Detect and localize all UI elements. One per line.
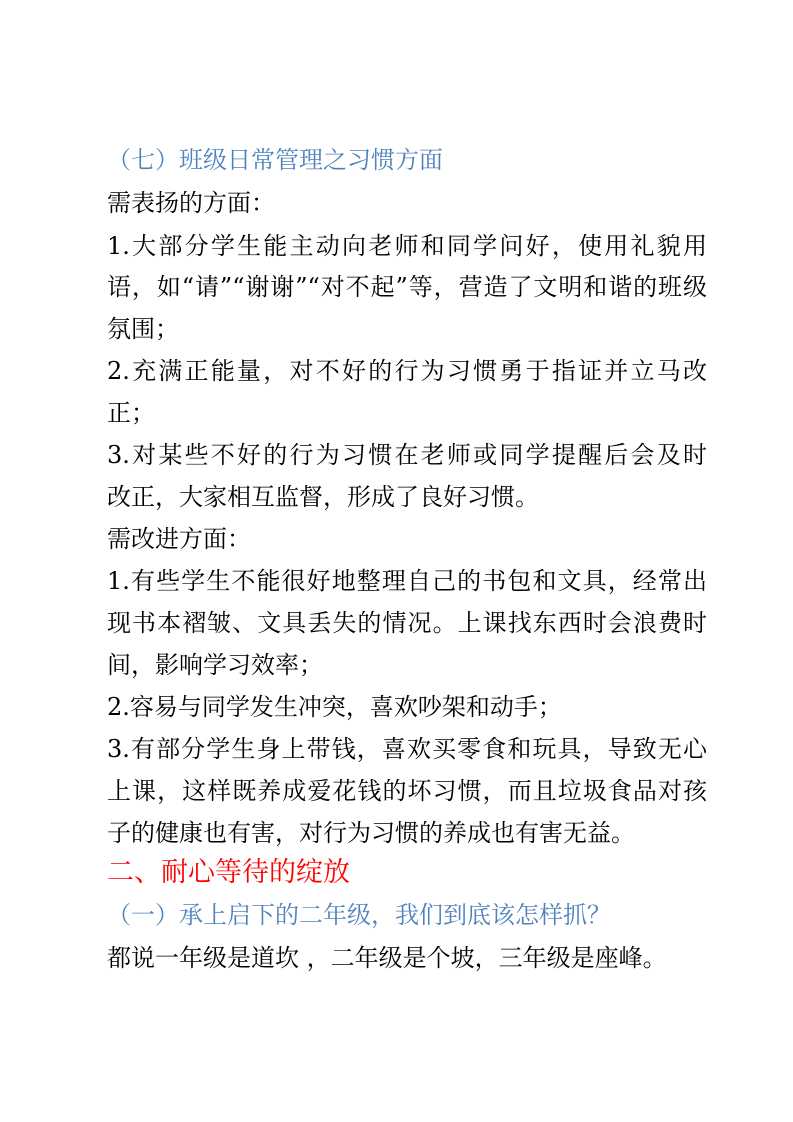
improve-item-3-line-1: 3.有部分学生身上带钱，喜欢买零食和玩具，导致无心 (107, 735, 707, 763)
improve-item-1-line-1: 1.有些学生不能很好地整理自己的书包和文具，经常出 (107, 567, 707, 595)
praise-item-1-line-2: 语，如“请”“谢谢”“对不起”等，营造了文明和谐的班级 (107, 273, 707, 301)
habits-heading: （七）班级日常管理之习惯方面 (107, 146, 443, 174)
praise-item-3-line-1: 3.对某些不好的行为习惯在老师或同学提醒后会及时 (107, 441, 707, 469)
praise-item-3-line-2: 改正，大家相互监督，形成了良好习惯。 (107, 483, 539, 511)
section-two-subheading: （一）承上启下的二年级，我们到底该怎样抓？ (107, 901, 611, 929)
praise-label: 需表扬的方面： (107, 189, 275, 217)
section-two-heading: 二、耐心等待的绽放 (107, 857, 350, 888)
section-two-body: 都说一年级是道坎 ，二年级是个坡，三年级是座峰。 (107, 944, 667, 972)
improve-item-1-line-3: 间，影响学习效率； (107, 651, 323, 679)
praise-item-1-line-3: 氛围； (107, 315, 179, 343)
praise-item-1-line-1: 1.大部分学生能主动向老师和同学问好，使用礼貌用 (107, 232, 707, 260)
praise-item-2-line-2: 正； (107, 399, 155, 427)
improve-item-1-line-2: 现书本褶皱、文具丢失的情况。上课找东西时会浪费时 (107, 609, 707, 637)
improve-item-3-line-2: 上课，这样既养成爱花钱的坏习惯，而且垃圾食品对孩 (107, 777, 707, 805)
improve-item-2-line-1: 2.容易与同学发生冲突，喜欢吵架和动手； (107, 693, 562, 721)
praise-item-2-line-1: 2.充满正能量，对不好的行为习惯勇于指证并立马改 (107, 357, 707, 385)
improve-label: 需改进方面： (107, 525, 251, 553)
improve-item-3-line-3: 子的健康也有害，对行为习惯的养成也有害无益。 (107, 819, 635, 847)
